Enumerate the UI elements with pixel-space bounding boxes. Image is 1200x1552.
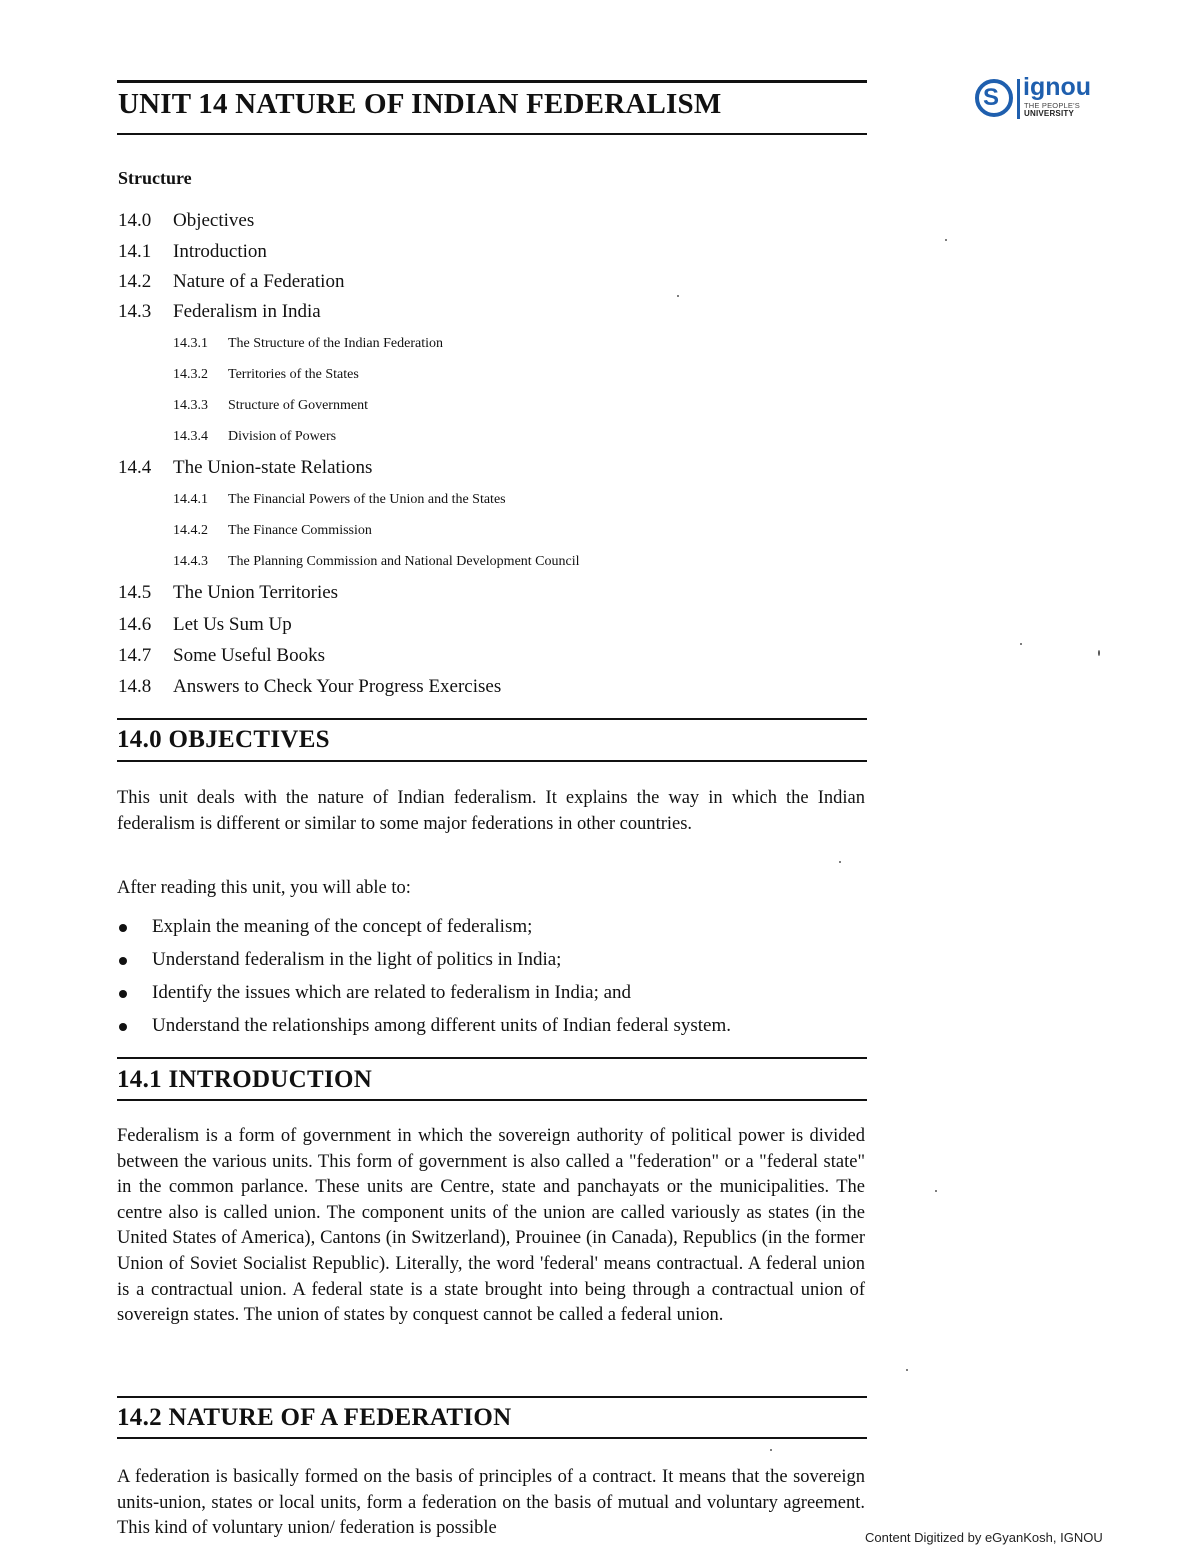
toc-subitem: 14.4.1 The Financial Powers of the Union and the States (173, 492, 506, 507)
list-item: Understand the relationships among different units of Indian federal system. (117, 1011, 857, 1044)
section-bottom-rule (117, 1099, 867, 1101)
objectives-lead: After reading this unit, you will able to: (117, 878, 411, 898)
section-bottom-rule (117, 760, 867, 762)
toc-subitem: 14.4.3 The Planning Commission and National Development Council (173, 554, 580, 569)
scan-speck (935, 1190, 937, 1192)
toc-item: 14.8 Answers to Check Your Progress Exercises (118, 676, 502, 697)
nature-body: A federation is basically formed on the basis of principles of a contract. It means that the sovereign units-union, states or local units, form a federation on the basis of mutual and voluntary agreement. This kind of voluntary union/ federation is possible (117, 1467, 865, 1539)
toc-item: 14.3 Federalism in India (118, 301, 321, 322)
scan-speck (1020, 643, 1022, 645)
toc-item: 14.0 Objectives (118, 210, 255, 231)
scan-speck (770, 1449, 772, 1451)
toc-item: 14.2 Nature of a Federation (118, 271, 345, 292)
section-heading-objectives: 14.0 OBJECTIVES (117, 726, 330, 753)
toc-subitem: 14.3.2 Territories of the States (173, 367, 359, 382)
scan-speck (906, 1369, 908, 1371)
scan-speck (1098, 650, 1100, 656)
scan-speck (839, 861, 841, 863)
list-item: Explain the meaning of the concept of federalism; (117, 912, 857, 945)
logo-tagline-top: THE PEOPLE'S (1024, 101, 1080, 110)
logo-tagline (1024, 102, 1080, 118)
structure-heading: Structure (118, 168, 192, 188)
unit-title: UNIT 14 NATURE OF INDIAN FEDERALISM (118, 88, 722, 120)
objectives-intro: This unit deals with the nature of Indian federalism. It explains the way in which the Indian federalism is different or similar to some major federations in other countries. (117, 788, 865, 834)
scan-speck (945, 239, 947, 241)
toc-item: 14.4 The Union-state Relations (118, 457, 373, 478)
header-top-rule (117, 80, 867, 83)
toc-item: 14.7 Some Useful Books (118, 645, 325, 666)
section-heading-nature: 14.2 NATURE OF A FEDERATION (117, 1404, 512, 1431)
digitization-credit: Content Digitized by eGyanKosh, IGNOU (865, 1530, 1103, 1545)
ignou-logo (975, 75, 1090, 125)
section-bottom-rule (117, 1437, 867, 1439)
toc-item: 14.5 The Union Territories (118, 582, 339, 603)
introduction-body: Federalism is a form of government in which the sovereign authority of political power is divided between the various units. This form of government is also called a "federation" or a "federal state" in the common parlance. These units are Centre, state and panchayats or the municipalities. The centre also is called union. The component units of the union are called variously as states (in the United States of America), Cantons (in Switzerland), Prouinee (in Canada), Republics (in the former Union of Soviet Socialist Republic). Literally, the word 'federal' means contractual. A federal union is a contractual union. A federal state is a state brought into being through a contractual union of sovereign states. The union of states by conquest cannot be called a federal union. (117, 1126, 865, 1326)
header-bottom-rule (117, 133, 867, 135)
toc-subitem: 14.4.2 The Finance Commission (173, 523, 372, 538)
section-top-rule (117, 718, 867, 720)
toc-item: 14.6 Let Us Sum Up (118, 614, 292, 635)
list-item: Identify the issues which are related to federalism in India; and (117, 978, 857, 1011)
objectives-list (117, 912, 857, 1044)
toc-subitem: 14.3.1 The Structure of the Indian Federation (173, 336, 443, 351)
toc-item: 14.1 Introduction (118, 241, 267, 262)
section-top-rule (117, 1057, 867, 1059)
toc-subitem: 14.3.4 Division of Powers (173, 429, 337, 444)
section-heading-introduction: 14.1 INTRODUCTION (117, 1066, 373, 1093)
section-top-rule (117, 1396, 867, 1398)
list-item: Understand federalism in the light of politics in India; (117, 945, 857, 978)
logo-emblem-icon: S (975, 79, 1013, 117)
scan-speck (677, 295, 679, 297)
logo-tagline-university: UNIVERSITY (1024, 109, 1075, 118)
toc-subitem: 14.3.3 Structure of Government (173, 398, 368, 413)
logo-name: ignou (1023, 73, 1092, 101)
